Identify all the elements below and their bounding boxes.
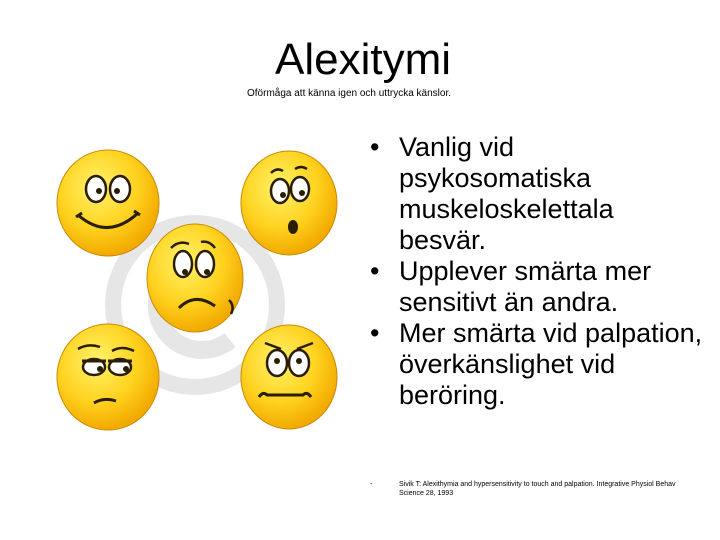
skeptical-face-icon [57, 324, 159, 430]
reference-marker: - [370, 481, 373, 488]
reference-text: Sivik T: Alexithymia and hypersensitivity to touch and palpation. Integrative Physiol Behav Science 28, 1993 [399, 481, 676, 497]
sad-face-icon [147, 224, 243, 332]
bullet-list [366, 132, 706, 411]
reference-note [366, 480, 696, 498]
slide-subtitle: Oförmåga att känna igen och uttrycka känslor. [247, 88, 451, 99]
smiling-face-icon [57, 150, 159, 256]
bullet-item: • Vanlig vid psykosomatiska muskeloskelettala besvär. [366, 132, 706, 256]
emotion-faces-illustration [40, 140, 360, 460]
bullet-item: • Upplever smärta mer sensitivt än andra. [366, 256, 706, 318]
grimacing-face-icon [241, 325, 337, 429]
bullet-item: • Mer smärta vid palpation, överkänslighet vid beröring. [366, 318, 706, 411]
slide-title: Alexitymi [274, 35, 452, 84]
surprised-face-icon [241, 151, 337, 255]
